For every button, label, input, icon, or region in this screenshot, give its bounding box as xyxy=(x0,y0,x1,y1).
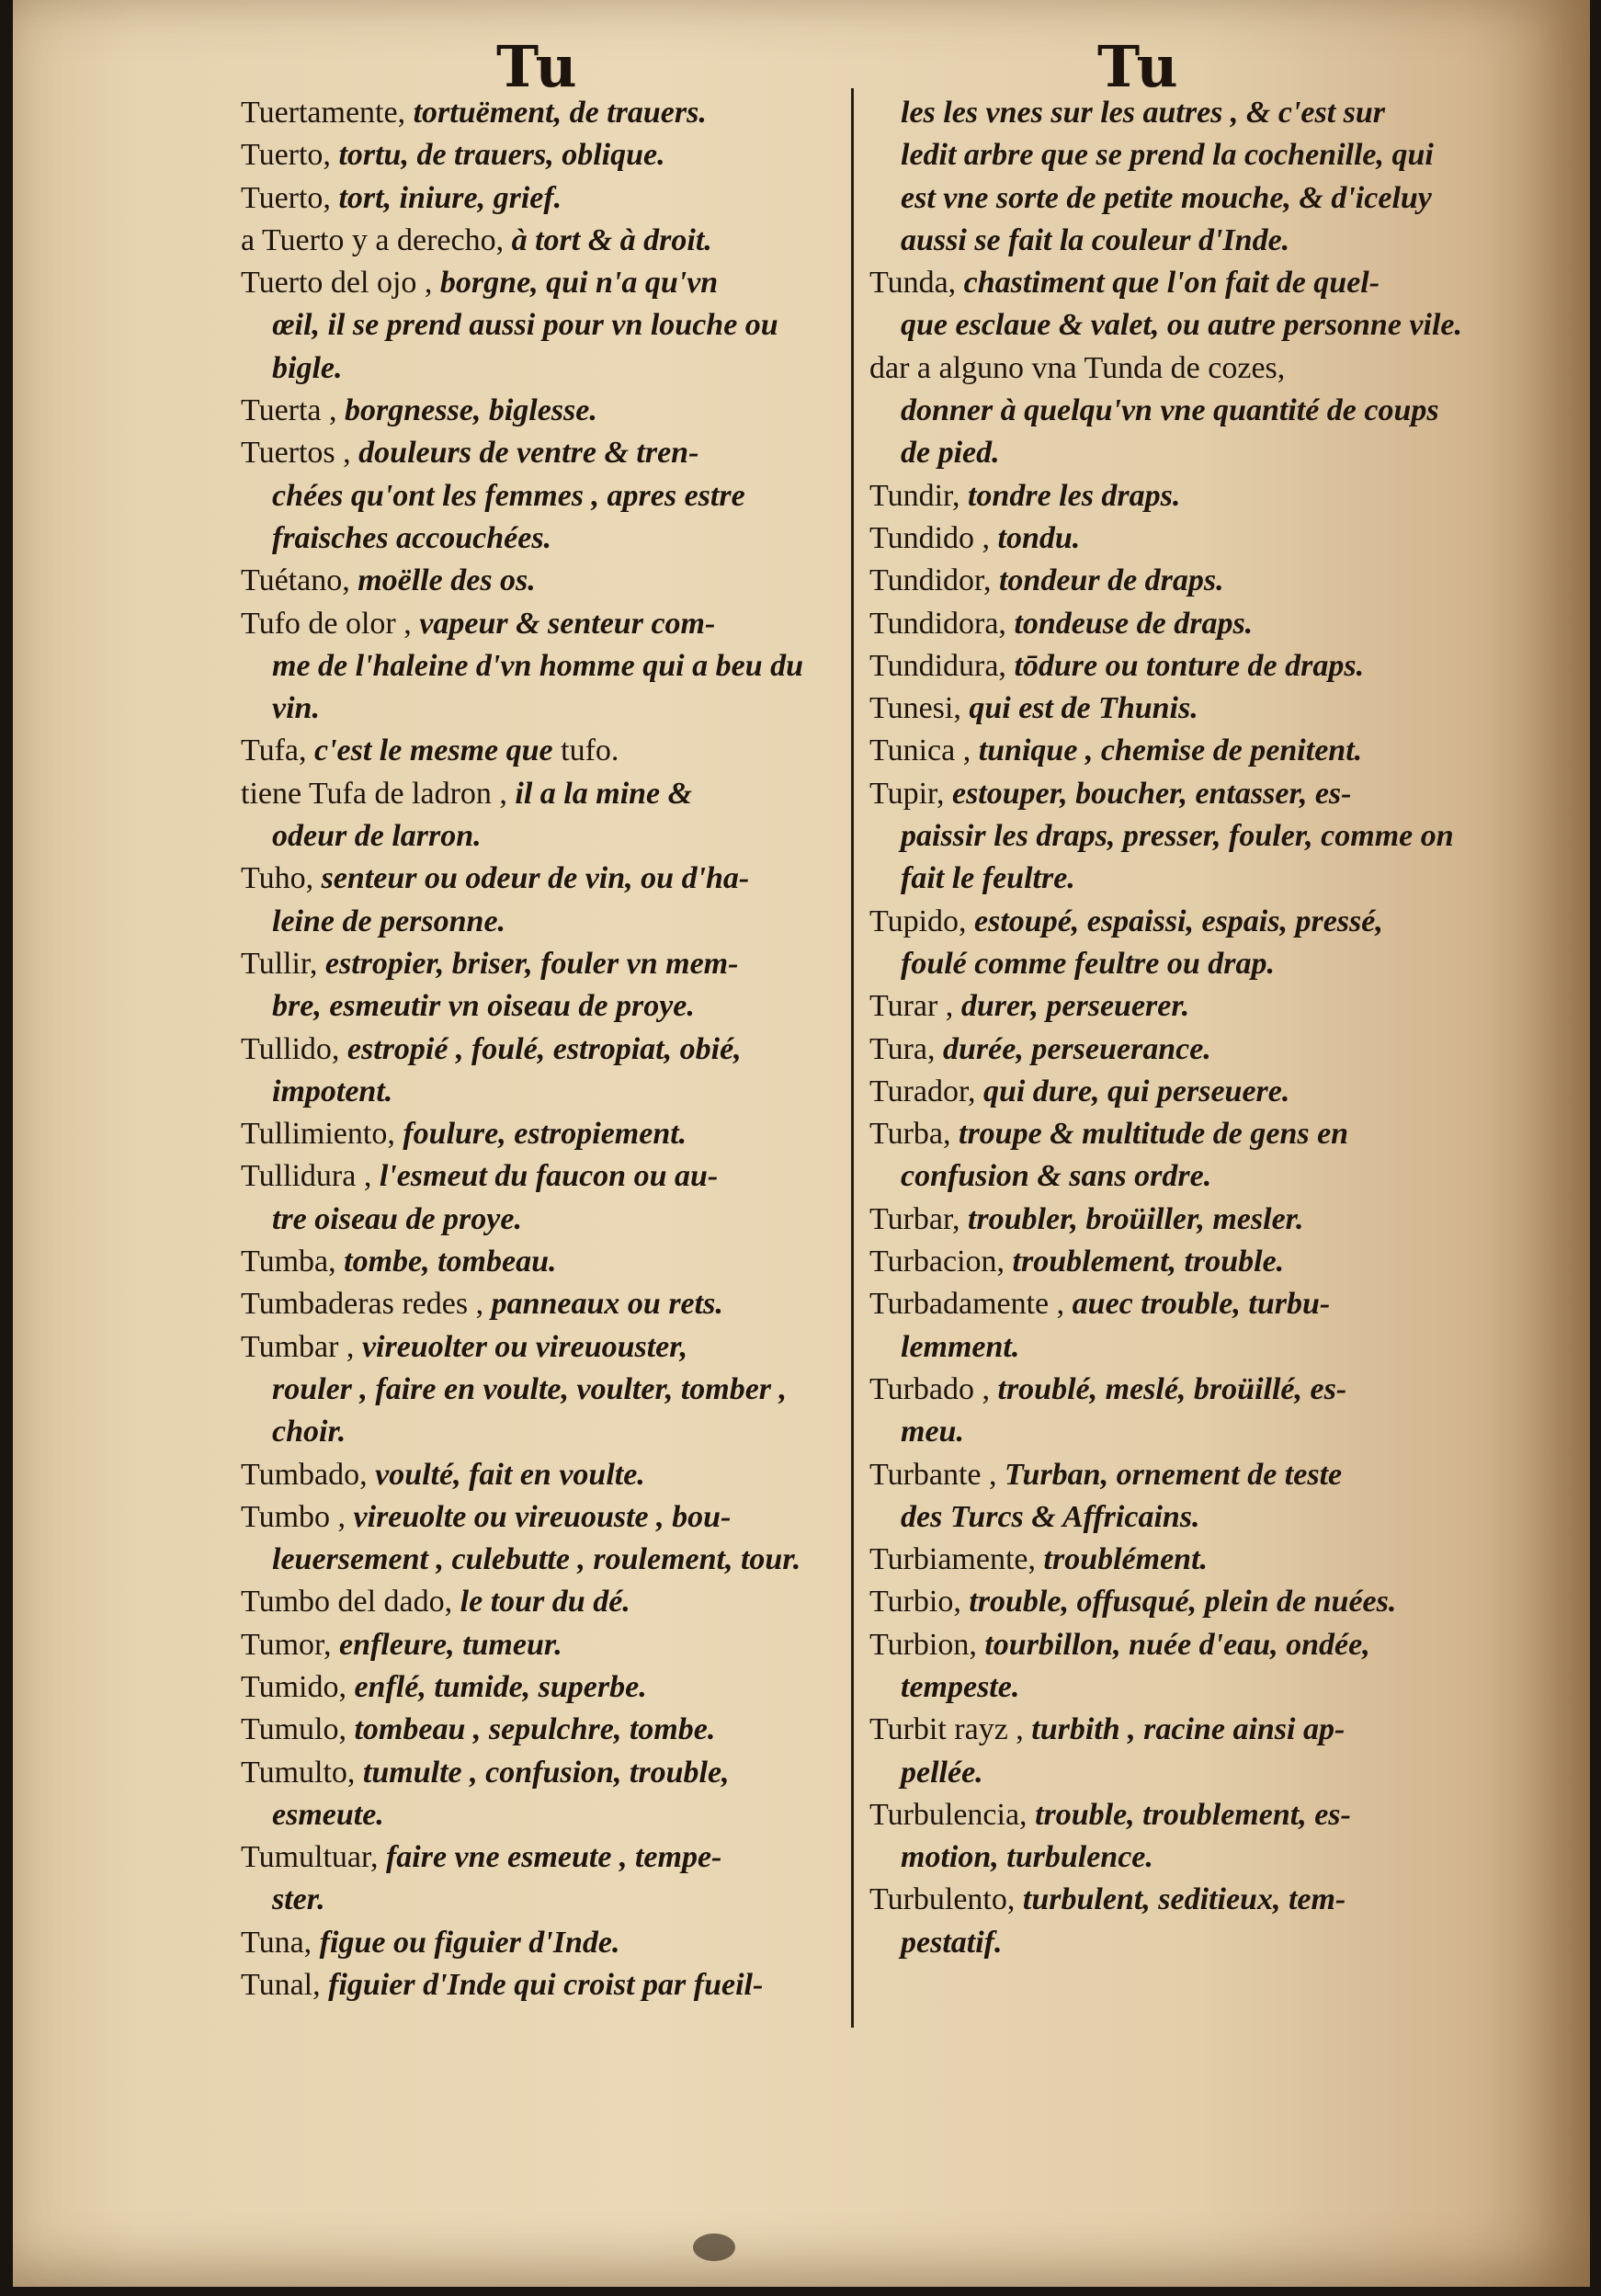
entry-headword: Tumido, xyxy=(241,1669,355,1704)
entry-definition: c'est le mesme que xyxy=(314,733,562,768)
entry-headword: Turar , xyxy=(869,989,961,1024)
entry-definition: borgne, qui n'a qu'vn xyxy=(439,266,719,301)
entry-definition: tombe, tombeau. xyxy=(344,1245,557,1279)
dictionary-entry xyxy=(869,1113,1476,1199)
running-header-right: Tu xyxy=(1097,33,1180,100)
entry-definition: estoupé, espaissi, espais, pressé, xyxy=(974,904,1383,938)
entry-headword: Turbion, xyxy=(869,1627,985,1662)
entry-headword: Turbar, xyxy=(869,1201,968,1236)
entry-continuation: tre oiseau de proye. xyxy=(272,1201,522,1236)
entry-headword: dar a alguno vna Tunda de cozes, xyxy=(869,350,1286,385)
entry-definition: troupe & multitude de gens en xyxy=(959,1117,1349,1152)
entry-definition: troubler, broüiller, mesler. xyxy=(967,1201,1304,1236)
entry-definition: estropier, briser, fouler vn mem- xyxy=(324,946,739,981)
entry-headword: a Tuerto y a derecho, xyxy=(241,222,512,257)
dictionary-entry xyxy=(241,177,834,220)
dictionary-entry xyxy=(869,1369,1476,1454)
entry-continuation: odeur de larron. xyxy=(272,819,482,854)
entry-definition: borgnesse, biglesse. xyxy=(345,393,597,428)
dictionary-entry xyxy=(241,1836,834,1922)
entry-continuation: leine de personne. xyxy=(272,904,506,938)
entry-headword: Tunda, xyxy=(869,266,964,301)
entry-headword: tiene Tufa de ladron , xyxy=(241,776,516,811)
entry-definition: foulure, estropiement. xyxy=(403,1117,687,1152)
entry-headword: Turbulento, xyxy=(869,1882,1023,1917)
entry-definition: tumulte , confusion, trouble, xyxy=(362,1755,730,1790)
entry-crossref: tufo. xyxy=(561,733,619,768)
dictionary-entry xyxy=(869,1879,1476,1964)
entry-headword: Tumbaderas redes , xyxy=(241,1287,492,1322)
entry-headword: Tuerto del ojo , xyxy=(241,266,440,301)
dictionary-entry xyxy=(869,1794,1476,1880)
entry-definition: trouble, offusqué, plein de nuées. xyxy=(969,1585,1397,1620)
entry-definition: les les vnes sur les autres , & c'est sur xyxy=(901,96,1386,130)
entry-definition: durée, perseuerance. xyxy=(943,1031,1211,1066)
entry-headword: Tumbado, xyxy=(241,1457,376,1492)
entry-definition: chastiment que l'on fait de quel- xyxy=(963,266,1380,301)
dictionary-entry xyxy=(869,1539,1476,1581)
entry-headword: Tundidura, xyxy=(869,648,1015,683)
entry-continuation: foulé comme feultre ou drap. xyxy=(901,946,1276,981)
entry-continuation: rouler , faire en voulte, voulter, tomber , choir. xyxy=(272,1371,788,1449)
entry-headword: Tuertos , xyxy=(241,436,359,471)
right-column xyxy=(869,92,1476,1964)
dictionary-entry xyxy=(241,92,834,134)
entry-headword: Tundir, xyxy=(869,478,968,513)
entry-headword: Tundidora, xyxy=(869,606,1015,641)
entry-definition: tondre les draps. xyxy=(967,478,1181,513)
entry-headword: Tuerta , xyxy=(241,393,346,428)
entry-definition: troublement, trouble. xyxy=(1012,1245,1285,1279)
entry-definition: tondeuse de draps. xyxy=(1014,606,1254,641)
dictionary-entry xyxy=(869,645,1476,688)
entry-continuation: œil, il se prend aussi pour vn louche ou bigle. xyxy=(272,308,778,385)
dictionary-entry xyxy=(869,985,1476,1028)
entry-definition: panneaux ou rets. xyxy=(491,1287,723,1322)
entry-continuation: lemment. xyxy=(901,1329,1020,1364)
column-divider xyxy=(851,88,854,2028)
dictionary-entry xyxy=(869,475,1476,517)
entry-definition: turbith , racine ainsi ap- xyxy=(1031,1712,1346,1747)
entry-headword: Tuerto, xyxy=(241,180,339,215)
dictionary-entry xyxy=(869,901,1476,986)
dictionary-entry xyxy=(869,1624,1476,1710)
entry-definition: tunique , chemise de penitent. xyxy=(978,733,1363,768)
entry-continuation: ster. xyxy=(272,1882,325,1917)
dictionary-entry xyxy=(241,1155,834,1241)
entry-definition: troublé, meslé, broüillé, es- xyxy=(997,1371,1347,1406)
entry-definition: tortu, de trauers, oblique. xyxy=(338,138,665,173)
dictionary-entry xyxy=(869,1199,1476,1241)
entry-continuation: esmeute. xyxy=(272,1797,384,1832)
entry-headword: Turbiamente, xyxy=(869,1542,1044,1577)
entry-headword: Tumbar , xyxy=(241,1329,362,1364)
entry-continuation: chées qu'ont les femmes , apres estre fraisches accouchées. xyxy=(272,478,745,555)
entry-definition: faire vne esmeute , tempe- xyxy=(385,1840,722,1875)
entry-definition: il a la mine & xyxy=(515,776,693,811)
entry-continuation: donner à quelqu'vn vne quantité de coups de pied. xyxy=(901,393,1439,471)
entry-definition: douleurs de ventre & tren- xyxy=(358,436,699,471)
dictionary-entry xyxy=(241,1113,834,1155)
dictionary-entry xyxy=(869,560,1476,602)
dictionary-entry xyxy=(241,730,834,772)
dictionary-entry xyxy=(869,1454,1476,1540)
dictionary-entry xyxy=(869,773,1476,901)
entry-continuation: impotent. xyxy=(272,1074,393,1108)
dictionary-entry xyxy=(869,517,1476,560)
ink-blot xyxy=(693,2233,735,2261)
dictionary-entry xyxy=(241,1283,834,1325)
entry-continuation: des Turcs & Affricains. xyxy=(901,1499,1200,1534)
entry-definition: qui dure, qui perseuere. xyxy=(982,1074,1290,1108)
dictionary-entry xyxy=(241,603,834,731)
entry-definition: le tour du dé. xyxy=(460,1585,630,1620)
entry-headword: Tullimiento, xyxy=(241,1117,403,1152)
entry-headword: Turbado , xyxy=(869,1371,998,1406)
entry-headword: Tumba, xyxy=(241,1245,345,1279)
dictionary-entry xyxy=(241,1752,834,1837)
entry-headword: Turbulencia, xyxy=(869,1797,1036,1832)
entry-headword: Tumbo , xyxy=(241,1499,354,1534)
entry-continuation: me de l'haleine d'vn homme qui a beu du vin. xyxy=(272,648,804,726)
entry-headword: Tumultuar, xyxy=(241,1840,386,1875)
dictionary-entry xyxy=(241,560,834,602)
entry-headword: Tullir, xyxy=(241,946,325,981)
entry-continuation: leuersement , culebutte , roulement, tour. xyxy=(272,1542,801,1577)
entry-headword: Tundidor, xyxy=(869,563,999,598)
dictionary-entry xyxy=(869,92,1476,262)
entry-continuation: pestatif. xyxy=(901,1925,1003,1960)
entry-continuation: meu. xyxy=(901,1415,964,1449)
dictionary-entry xyxy=(869,1581,1476,1623)
entry-headword: Turba, xyxy=(869,1117,959,1152)
dictionary-page xyxy=(13,0,1590,2287)
entry-definition: troublément. xyxy=(1043,1542,1209,1577)
entry-headword: Tuétano, xyxy=(241,563,358,598)
entry-headword: Tumulto, xyxy=(241,1755,363,1790)
entry-definition: enflé, tumide, superbe. xyxy=(354,1669,647,1704)
entry-definition: l'esmeut du faucon ou au- xyxy=(379,1159,719,1194)
entry-definition: vireuolter ou vireuouster, xyxy=(361,1329,688,1364)
dictionary-entry xyxy=(241,1454,834,1496)
entry-definition: tondu. xyxy=(997,520,1081,555)
dictionary-entry xyxy=(241,262,834,390)
dictionary-entry xyxy=(241,390,834,432)
dictionary-entry xyxy=(869,1071,1476,1113)
dictionary-entry xyxy=(241,1666,834,1709)
entry-headword: Tumor, xyxy=(241,1627,339,1662)
entry-headword: Tunal, xyxy=(241,1968,329,2003)
running-header-left: Tu xyxy=(496,33,579,100)
entry-definition: turbulent, seditieux, tem- xyxy=(1022,1882,1346,1917)
entry-headword: Tumulo, xyxy=(241,1712,355,1747)
entry-definition: tondeur de draps. xyxy=(998,563,1224,598)
entry-headword: Tufa, xyxy=(241,733,314,768)
entry-definition: à tort & à droit. xyxy=(511,222,712,257)
entry-definition: auec trouble, turbu- xyxy=(1072,1287,1331,1322)
entry-headword: Tuerto, xyxy=(241,138,339,173)
dictionary-entry xyxy=(869,347,1476,475)
entry-definition: Turban, ornement de teste xyxy=(1005,1457,1343,1492)
entry-headword: Tupido, xyxy=(869,904,975,938)
entry-continuation: motion, turbulence. xyxy=(901,1840,1153,1875)
entry-headword: Tuna, xyxy=(241,1925,320,1960)
entry-continuation: que esclaue & valet, ou autre personne vile. xyxy=(901,308,1463,343)
entry-definition: voulté, fait en voulte. xyxy=(375,1457,645,1492)
entry-headword: Turbacion, xyxy=(869,1245,1013,1279)
dictionary-entry xyxy=(241,1624,834,1666)
entry-definition: qui est de Thunis. xyxy=(969,691,1198,726)
dictionary-entry xyxy=(241,432,834,560)
entry-headword: Turbadamente , xyxy=(869,1287,1073,1322)
dictionary-entry xyxy=(869,688,1476,730)
dictionary-entry xyxy=(241,134,834,176)
entry-definition: enfleure, tumeur. xyxy=(338,1627,562,1662)
entry-continuation: paissir les draps, presser, fouler, comme on fait le feultre. xyxy=(901,819,1454,896)
entry-definition: tombeau , sepulchre, tombe. xyxy=(354,1712,716,1747)
entry-headword: Tundido , xyxy=(869,520,998,555)
entry-headword: Tuho, xyxy=(241,861,322,896)
dictionary-entry xyxy=(869,603,1476,645)
entry-headword: Turbante , xyxy=(869,1457,1005,1492)
entry-headword: Tuertamente, xyxy=(241,96,414,130)
entry-definition: estouper, boucher, entasser, es- xyxy=(951,776,1352,811)
dictionary-entry xyxy=(869,730,1476,772)
entry-continuation: ledit arbre que se prend la cochenille, qui est vne sorte de petite mouche, & d'iceluy aussi se fait la couleur d'Inde. xyxy=(901,138,1434,257)
dictionary-entry xyxy=(869,1283,1476,1369)
entry-headword: Tufo de olor , xyxy=(241,606,420,641)
entry-definition: vireuolte ou vireuouste , bou- xyxy=(353,1499,732,1534)
entry-definition: tortuëment, de trauers. xyxy=(413,96,707,130)
dictionary-entry xyxy=(869,1709,1476,1794)
dictionary-entry xyxy=(241,773,834,858)
dictionary-entry xyxy=(241,220,834,262)
entry-definition: figuier d'Inde qui croist par fueil- xyxy=(328,1968,764,2003)
entry-definition: figue ou figuier d'Inde. xyxy=(319,1925,620,1960)
left-column xyxy=(241,92,834,2006)
dictionary-entry xyxy=(241,1709,834,1751)
dictionary-entry xyxy=(241,943,834,1029)
entry-continuation: bre, esmeutir vn oiseau de proye. xyxy=(272,989,695,1024)
dictionary-entry xyxy=(241,1241,834,1283)
entry-definition: tōdure ou tonture de draps. xyxy=(1014,648,1365,683)
entry-continuation: pellée. xyxy=(901,1755,983,1790)
entry-headword: Tullidura , xyxy=(241,1159,380,1194)
entry-definition: tort, iniure, grief. xyxy=(338,180,562,215)
entry-definition: moëlle des os. xyxy=(358,563,536,598)
entry-continuation: tempeste. xyxy=(901,1669,1020,1704)
entry-definition: vapeur & senteur com- xyxy=(419,606,716,641)
entry-headword: Tunica , xyxy=(869,733,979,768)
dictionary-entry xyxy=(241,1581,834,1623)
entry-definition: estropié , foulé, estropiat, obié, xyxy=(346,1031,742,1066)
entry-definition: senteur ou odeur de vin, ou d'ha- xyxy=(321,861,750,896)
dictionary-entry xyxy=(869,262,1476,347)
entry-headword: Turador, xyxy=(869,1074,983,1108)
dictionary-entry xyxy=(241,1964,834,2006)
entry-headword: Turbit rayz , xyxy=(869,1712,1032,1747)
entry-continuation: confusion & sans ordre. xyxy=(901,1159,1212,1194)
entry-headword: Tura, xyxy=(869,1031,943,1066)
entry-headword: Turbio, xyxy=(869,1585,970,1620)
dictionary-entry xyxy=(241,1326,834,1454)
dictionary-entry xyxy=(241,1029,834,1114)
entry-definition: tourbillon, nuée d'eau, ondée, xyxy=(984,1627,1370,1662)
dictionary-entry xyxy=(869,1241,1476,1283)
entry-headword: Tullido, xyxy=(241,1031,347,1066)
entry-headword: Tumbo del dado, xyxy=(241,1585,460,1620)
dictionary-entry xyxy=(241,1922,834,1964)
entry-definition: durer, perseuerer. xyxy=(960,989,1190,1024)
dictionary-entry xyxy=(869,1029,1476,1071)
entry-definition: trouble, troublement, es- xyxy=(1035,1797,1351,1832)
dictionary-entry xyxy=(241,1496,834,1582)
entry-headword: Tupir, xyxy=(869,776,952,811)
dictionary-entry xyxy=(241,858,834,943)
entry-headword: Tunesi, xyxy=(869,691,970,726)
